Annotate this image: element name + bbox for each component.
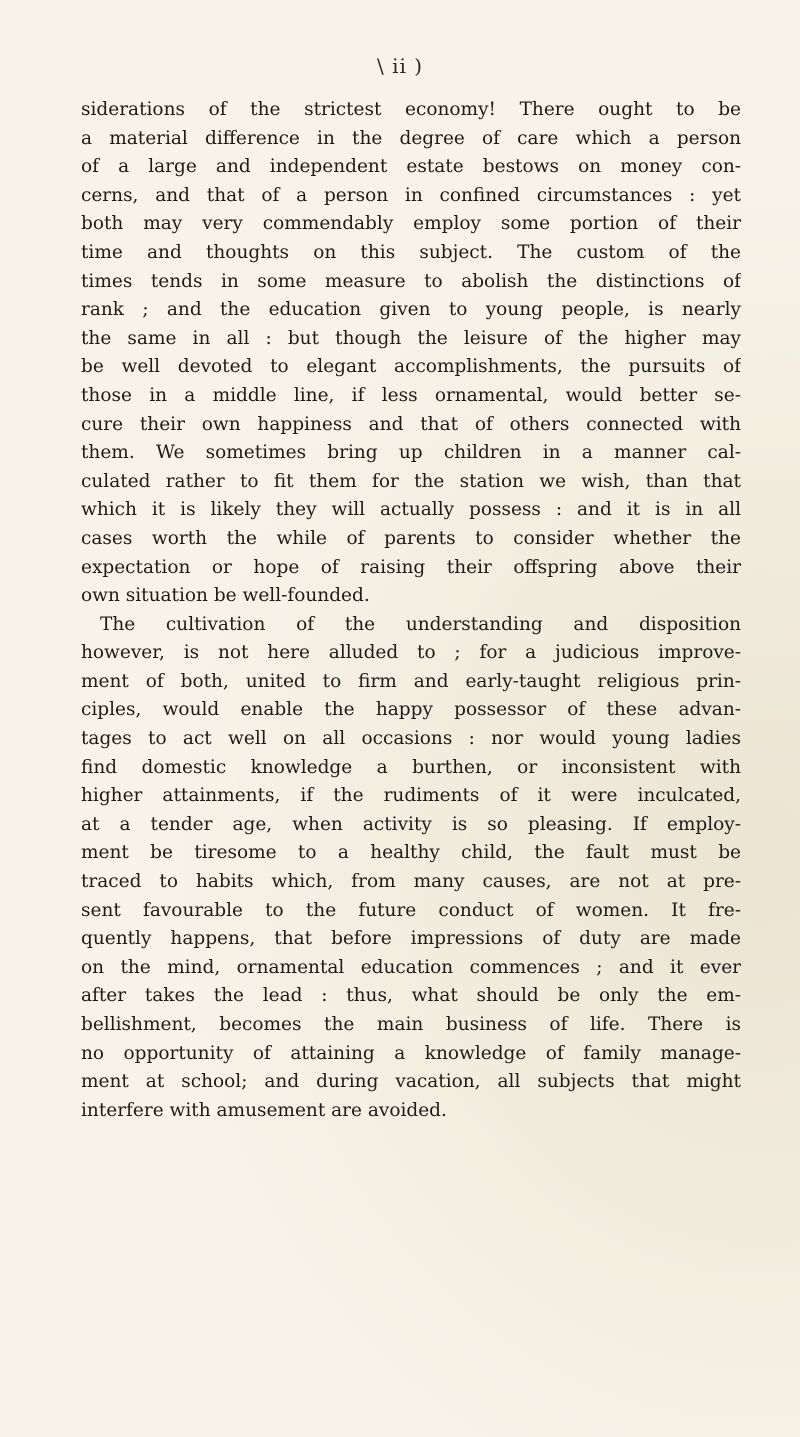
text-line: a material difference in the degree of care which a person — [81, 127, 741, 149]
text-line: however, is not here alluded to ; for a judicious improve- — [81, 642, 741, 664]
text-line: interfere with amusement are avoided. — [81, 1099, 447, 1121]
text-line: higher attainments, if the rudiments of it were inculcated, — [81, 785, 741, 807]
text-line: no opportunity of attaining a knowledge of family manage- — [81, 1042, 741, 1064]
text-line: cerns, and that of a person in confined circumstances : yet — [81, 184, 741, 206]
text-line: siderations of the strictest economy! There ought to be — [81, 99, 741, 120]
text-line: those in a middle line, if less ornamental, would better se- — [81, 384, 741, 406]
text-line: tages to act well on all occasions : nor would young ladies — [81, 728, 741, 750]
text-line: the same in all : but though the leisure of the higher may — [81, 327, 741, 349]
text-line: be well devoted to elegant accomplishments, the pursuits of — [81, 356, 741, 378]
text-line: them. We sometimes bring up children in a manner cal- — [81, 442, 741, 464]
text-line: time and thoughts on this subject. The custom of the — [81, 241, 741, 263]
text-line: culated rather to fit them for the station we wish, than that — [81, 470, 741, 492]
text-line: ment be tiresome to a healthy child, the fault must be — [81, 842, 741, 864]
text-line: ciples, would enable the happy possessor of these advan- — [81, 699, 741, 721]
text-line: ment of both, united to firm and early-taught religious prin- — [81, 670, 741, 692]
text-line: cases worth the while of parents to consider whether the — [81, 527, 741, 549]
text-line: ment at school; and during vacation, all subjects that might — [81, 1071, 741, 1093]
text-line: quently happens, that before impressions of duty are made — [81, 928, 741, 950]
text-line: rank ; and the education given to young people, is nearly — [81, 299, 741, 321]
text-line: after takes the lead : thus, what should be only the em- — [81, 985, 741, 1007]
page-number: \ ii ) — [376, 54, 424, 78]
text-line: both may very commendably employ some portion of their — [81, 213, 741, 235]
text-line: expectation or hope of raising their offspring above their — [81, 556, 741, 578]
text-line: sent favourable to the future conduct of women. It fre- — [81, 899, 741, 921]
text-line: The cultivation of the understanding and disposition — [100, 613, 741, 635]
text-line: find domestic knowledge a burthen, or inconsistent with — [81, 756, 741, 778]
text-line: traced to habits which, from many causes, are not at pre- — [81, 871, 741, 893]
text-line: which it is likely they will actually possess : and it is in all — [81, 499, 741, 521]
text-line: own situation be well-founded. — [81, 585, 370, 607]
text-line: times tends in some measure to abolish the distinctions of — [81, 270, 741, 292]
text-line: at a tender age, when activity is so pleasing. If employ- — [81, 813, 741, 835]
text-line: of a large and independent estate bestows on money con- — [81, 156, 741, 178]
text-line: on the mind, ornamental education commences ; and it ever — [81, 956, 741, 978]
body-text — [81, 96, 741, 1125]
text-line: bellishment, becomes the main business of life. There is — [81, 1014, 741, 1035]
text-line: cure their own happiness and that of others connected with — [81, 413, 741, 435]
